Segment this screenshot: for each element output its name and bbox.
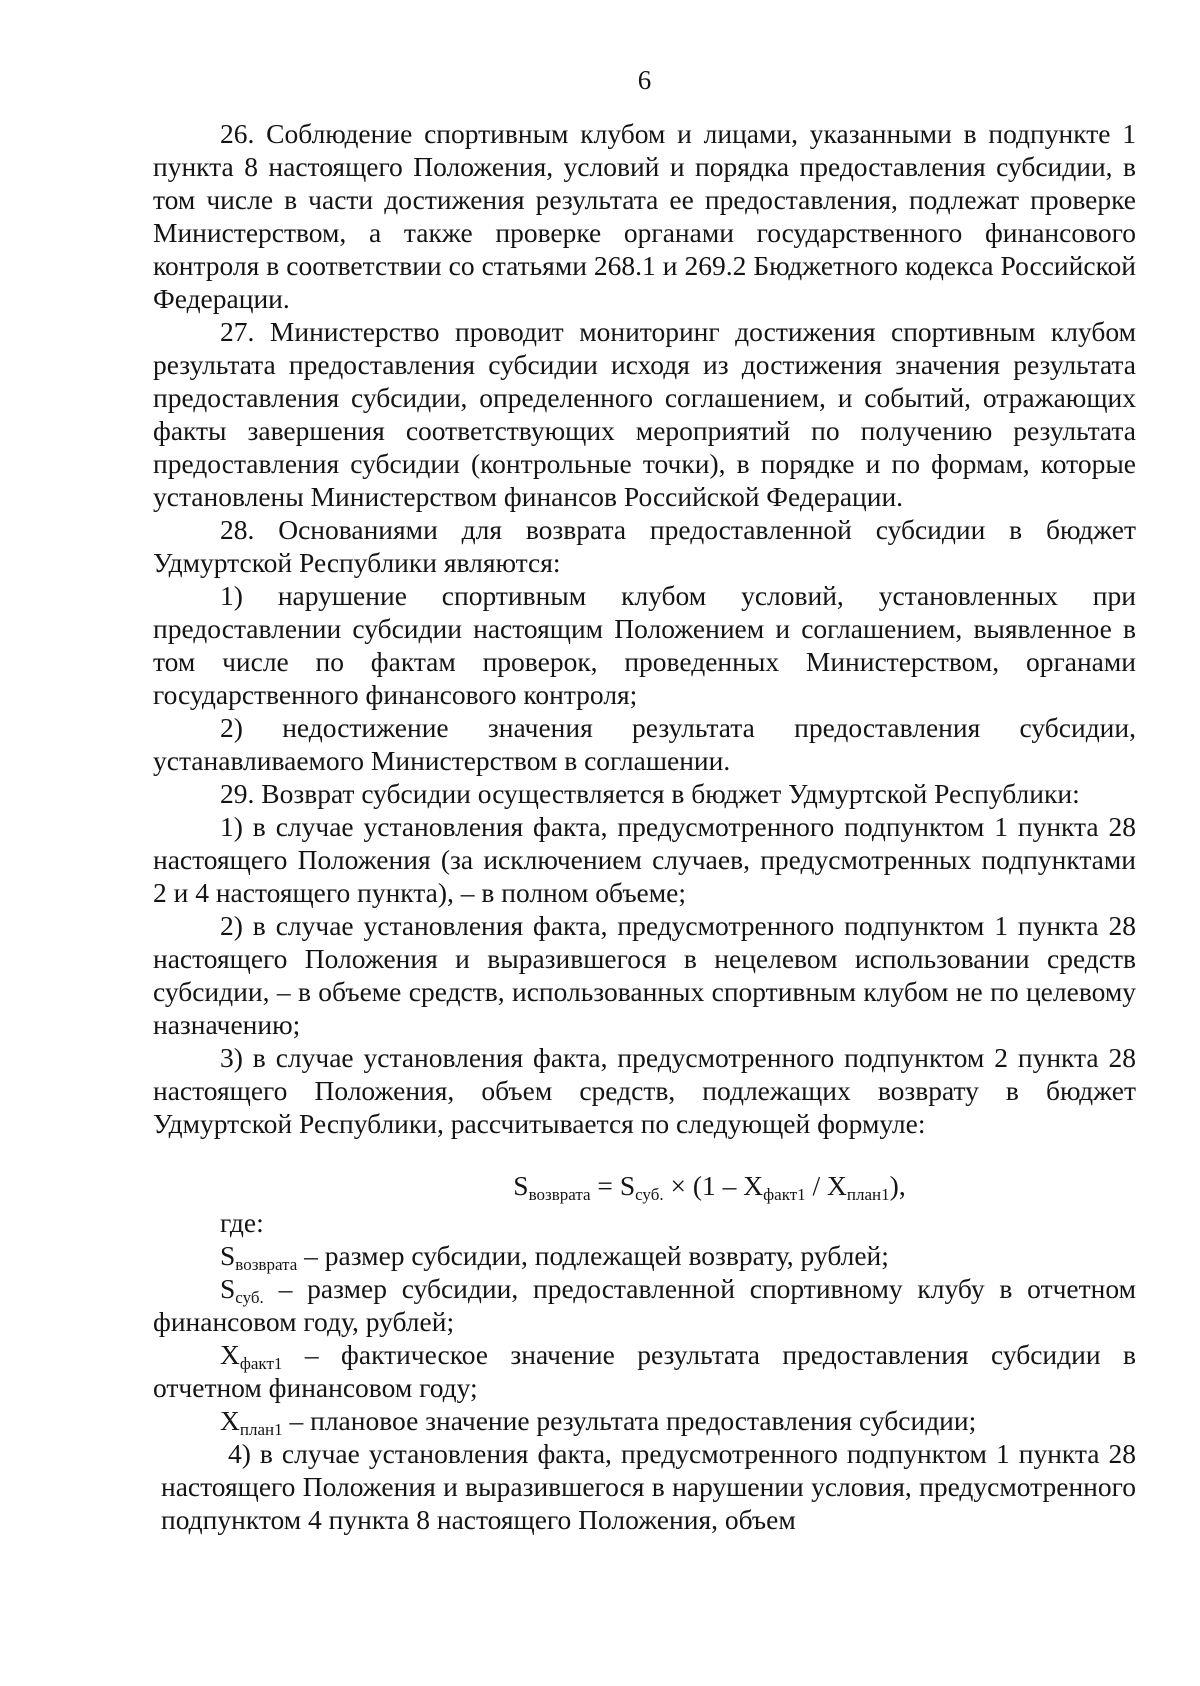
legend-symbol: S <box>220 1240 236 1271</box>
formula-s-subsidy-subscript: суб. <box>635 1185 664 1204</box>
formula-s-return: S <box>513 1170 529 1201</box>
paragraph-29-item-3: 3) в случае установления факта, предусмотренного подпунктом 2 пункта 28 настоящего Положения, объем средств, подлежащих возврату в бюджет Удмуртской Республики, рассчитывается по следующей формуле: <box>153 1042 1136 1139</box>
document-body <box>153 117 1136 1536</box>
paragraph-29-item-2: 2) в случае установления факта, предусмотренного подпунктом 1 пункта 28 настоящего Положения и выразившегося в нецелевом использовании средств субсидии, – в объеме средств, использованных спортивным клубом не по целевому назначению; <box>153 910 1136 1040</box>
paragraph-29-item-1: 1) в случае установления факта, предусмотренного подпунктом 1 пункта 28 настоящего Положения (за исключением случаев, предусмотренных подпунктами 2 и 4 настоящего пункта), – в полном объеме; <box>153 811 1136 908</box>
paragraph-27: 27. Министерство проводит мониторинг достижения спортивным клубом результата предоставления субсидии исходя из достижения значения результата предоставления субсидии, определенного соглашением, и событий, отражающих факты завершения соответствующих мероприятий по получению результата предоставления субсидии (контрольные точки), в порядке и по формам, которые установлены Министерством финансов Российской Федерации. <box>153 316 1136 512</box>
paragraph-28: 28. Основаниями для возврата предоставленной субсидии в бюджет Удмуртской Республики являются: <box>153 514 1136 578</box>
paragraph-29-item-4: 4) в случае установления факта, предусмотренного подпунктом 1 пункта 28 настоящего Положения и выразившегося в нарушении условия, предусмотренного подпунктом 4 пункта 8 настоящего Положения, объем <box>161 1438 1136 1535</box>
legend-symbol: S <box>220 1273 236 1304</box>
legend-description: – размер субсидии, предоставленной спортивному клубу в отчетном финансовом году, рублей; <box>153 1273 1136 1337</box>
legend-description: – размер субсидии, подлежащей возврату, рублей; <box>297 1240 889 1271</box>
legend-symbol-subscript: суб. <box>235 1288 264 1307</box>
formula-s-subsidy: S <box>619 1170 636 1201</box>
legend-where: где: <box>220 1207 264 1238</box>
legend-item-s-return <box>153 1239 1136 1272</box>
last-block <box>153 1437 1136 1536</box>
legend-description: – фактическое значение результата предоставления субсидии в отчетном финансовом году; <box>153 1339 1136 1403</box>
formula-divide-part: / X <box>805 1170 847 1201</box>
legend-symbol-subscript: план1 <box>239 1420 283 1439</box>
formula-end: ), <box>889 1170 906 1201</box>
formula-x-plan-subscript: план1 <box>846 1185 890 1204</box>
paragraph-28-item-2: 2) недостижение значения результата предоставления субсидии, устанавливаемого Министерством в соглашении. <box>153 712 1136 776</box>
formula-s-return-subscript: возврата <box>528 1185 591 1204</box>
legend-symbol-subscript: возврата <box>235 1255 298 1274</box>
legend-item-x-fact <box>153 1338 1136 1404</box>
paragraph-28-item-1: 1) нарушение спортивным клубом условий, установленных при предоставлении субсидии настоящим Положением и соглашением, выявленное в том числе по фактам проверок, проведенных Министерством, органами государственного финансового контроля; <box>153 580 1136 710</box>
legend-item-s-subsidy <box>153 1272 1136 1338</box>
return-formula <box>153 1169 1136 1202</box>
formula-equals: = <box>590 1170 620 1201</box>
legend-symbol: X <box>220 1405 240 1436</box>
legend-item-x-plan <box>153 1404 1136 1437</box>
formula-multiply-part: × (1 – X <box>663 1170 764 1201</box>
page-number: 6 <box>637 65 652 95</box>
paragraph-29: 29. Возврат субсидии осуществляется в бюджет Удмуртской Республики: <box>220 778 1080 809</box>
formula-x-fact-subscript: факт1 <box>763 1185 806 1204</box>
legend-description: – плановое значение результата предоставления субсидии; <box>282 1405 977 1436</box>
legend-symbol-subscript: факт1 <box>239 1354 283 1373</box>
legend-symbol: X <box>220 1339 240 1370</box>
paragraph-26: 26. Соблюдение спортивным клубом и лицами, указанными в подпункте 1 пункта 8 настоящего Положения, условий и порядка предоставления субсидии, в том числе в части достижения результата ее предоставления, подлежат проверке Министерством, а также проверке органами государственного финансового контроля в соответствии со статьями 268.1 и 269.2 Бюджетного кодекса Российской Федерации. <box>153 118 1136 314</box>
